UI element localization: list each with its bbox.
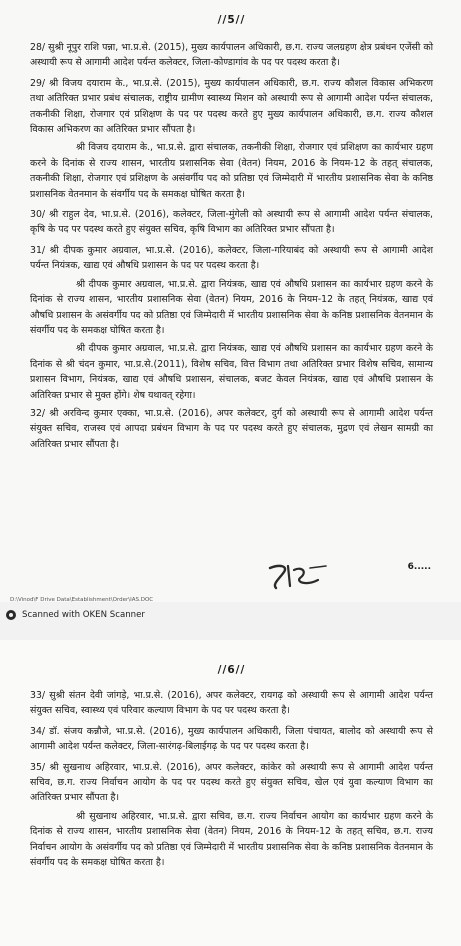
- order-item-29: 29/ श्री विजय दयाराम के., भा.प्र.से. (2015), मुख्य कार्यपालन अधिकारी, छ.ग. राज्य कौशल विकास अभिकरण तथा अतिरिक्त प्रभार प्रबंध संचालक, राष्ट्रीय ग्रामीण स्वास्थ्य मिशन को अस्थायी रूप से आगामी आदेश पर्यन्त संचालक, तकनीकी शिक्षा, रोजगार एवं प्रशिक्षण के पद पर पदस्थ करते हुए मुख्य कार्यपालन अधिकारी, छ.ग. राज्य कौशल विकास अभिकरण का अतिरिक्त प्रभार सौंपता है।: [30, 77, 433, 136]
- document-page-6: [0, 640, 461, 946]
- page-number: //6//: [217, 664, 246, 676]
- order-note-31-b: श्री दीपक कुमार अग्रवाल, भा.प्र.से. द्वारा नियंत्रक, खाद्य एवं औषधि प्रशासन का कार्यभार ग्रहण करने के दिनांक से श्री चंदन कुमार, भा.प्र.से.(2011), विशेष सचिव, वित्त विभाग तथा अतिरिक्त प्रभार विशेष सचिव, सामान्य प्रशासन विभाग, नियंत्रक, खाद्य एवं औषधि प्रशासन, संचालक, बजट केवल नियंत्रक, खाद्य एवं औषधि प्रशासन के अतिरिक्त प्रभार से मुक्त होंगे। शेष यथावत् रहेगा।: [30, 343, 433, 401]
- order-item-32: 32/ श्री अरविन्द कुमार एक्का, भा.प्र.से. (2016), अपर कलेक्टर, दुर्ग को अस्थायी रूप से आगामी आदेश पर्यन्त संयुक्त सचिव, राजस्व एवं आपदा प्रबंधन विभाग के पद पर पदस्थ करते हुए संचालक, मुद्रण एवं लेखन सामग्री का अतिरिक्त प्रभार सौंपता है।: [30, 407, 433, 450]
- order-item-34: 34/ डॉ. संजय कन्नौजे, भा.प्र.से. (2016), मुख्य कार्यपालन अधिकारी, जिला पंचायत, बालोद को अस्थायी रूप से आगामी आदेश पर्यन्त कलेक्टर, जिला-सारंगढ़-बिलाईगढ़ के पद पर पदस्थ करता है।: [30, 725, 433, 753]
- order-note-31-a: श्री दीपक कुमार अग्रवाल, भा.प्र.से. द्वारा नियंत्रक, खाद्य एवं औषधि प्रशासन का कार्यभार ग्रहण करने के दिनांक से राज्य शासन, भारतीय प्रशासनिक सेवा (वेतन) नियम, 2016 के नियम-12 के तहत् नियंत्रक, खाद्य एवं औषधि प्रशासन के असंवर्गीय पद को प्रतिष्ठा एवं जिम्मेदारी में भारतीय प्रशासनिक सेवा के कनिष्ठ प्रशासनिक वेतनमान के संवर्गीय पद के समकक्ष घोषित करता है।: [30, 278, 433, 336]
- signature-image: [262, 558, 332, 594]
- order-note-35: श्री सुखनाथ अहिरवार, भा.प्र.से. द्वारा सचिव, छ.ग. राज्य निर्वाचन आयोग का कार्यभार ग्रहण करने के दिनांक से राज्य शासन, भारतीय प्रशासनिक सेवा (वेतन) नियम, 2016 के नियम-12 के तहत् सचिव, छ.ग. राज्य निर्वाचन आयोग के असंवर्गीय पद को प्रतिष्ठा एवं जिम्मेदारी में भारतीय प्रशासनिक सेवा के कनिष्ठ प्रशासनिक वेतनमान के संवर्गीय पद के समकक्ष घोषित करता है।: [30, 810, 433, 869]
- order-item-30: 30/ श्री राहुल देव, भा.प्र.से. (2016), कलेक्टर, जिला-मुंगेली को अस्थायी रूप से आगामी आदेश पर्यन्त संचालक, कृषि के पद पर पदस्थ करते हुए संयुक्त सचिव, कृषि विभाग का अतिरिक्त प्रभार सौंपता है।: [30, 209, 433, 236]
- page-number: //5//: [217, 14, 246, 26]
- order-item-28: 28/ सुश्री नूपुर राशि पन्ना, भा.प्र.से. (2015), मुख्य कार्यपालन अधिकारी, छ.ग. राज्य जलग्रहण क्षेत्र प्रबंधन एजेंसी को अस्थायी रूप से आगामी आदेश पर्यन्त कलेक्टर, जिला-कोण्डागांव के पद पर पदस्थ करता है।: [30, 42, 433, 69]
- scanner-watermark: [6, 610, 145, 620]
- order-note-29: श्री विजय दयाराम के., भा.प्र.से. द्वारा संचालक, तकनीकी शिक्षा, रोजगार एवं प्रशिक्षण का कार्यभार ग्रहण करने के दिनांक से राज्य शासन, भारतीय प्रशासनिक सेवा (वेतन) नियम, 2016 के नियम-12 के तहत् संचालक, तकनीकी शिक्षा, रोजगार एवं प्रशिक्षण के असंवर्गीय पद को प्रतिष्ठा एवं जिम्मेदारी में भारतीय प्रशासनिक सेवा के कनिष्ठ प्रशासनिक वेतनमान के संवर्गीय पद के समकक्ष घोषित करता है।: [30, 142, 433, 200]
- continued-marker: 6.....: [407, 562, 431, 572]
- file-path: D:\Vinod\F Drive Data\Establishment\Order\IAS.DOC: [10, 597, 154, 603]
- order-item-35: 35/ श्री सुखनाथ अहिरवार, भा.प्र.से. (2016), अपर कलेक्टर, कांकेर को अस्थायी रूप से आगामी आदेश पर्यन्त सचिव, छ.ग. राज्य निर्वाचन आयोग के पद पर पदस्थ करते हुए संयुक्त सचिव, खेल एवं युवा कल्याण विभाग का अतिरिक्त प्रभार सौंपता है।: [30, 761, 433, 804]
- scanner-label: Scanned with OKEN Scanner: [22, 610, 145, 620]
- scanner-footer: [0, 602, 461, 640]
- order-item-31: 31/ श्री दीपक कुमार अग्रवाल, भा.प्र.से. (2016), कलेक्टर, जिला-गरियाबंद को अस्थायी रूप से आगामी आदेश पर्यन्त नियंत्रक, खाद्य एवं औषधि प्रशासन के पद पर पदस्थ करता है।: [30, 244, 433, 272]
- order-item-33: 33/ सुश्री संतन देवी जांगड़े, भा.प्र.से. (2016), अपर कलेक्टर, रायगढ़ को अस्थायी रूप से आगामी आदेश पर्यन्त संयुक्त सचिव, स्वास्थ्य एवं परिवार कल्याण विभाग के पद पर पदस्थ करता है।: [30, 690, 433, 717]
- oken-scanner-icon: [6, 610, 16, 620]
